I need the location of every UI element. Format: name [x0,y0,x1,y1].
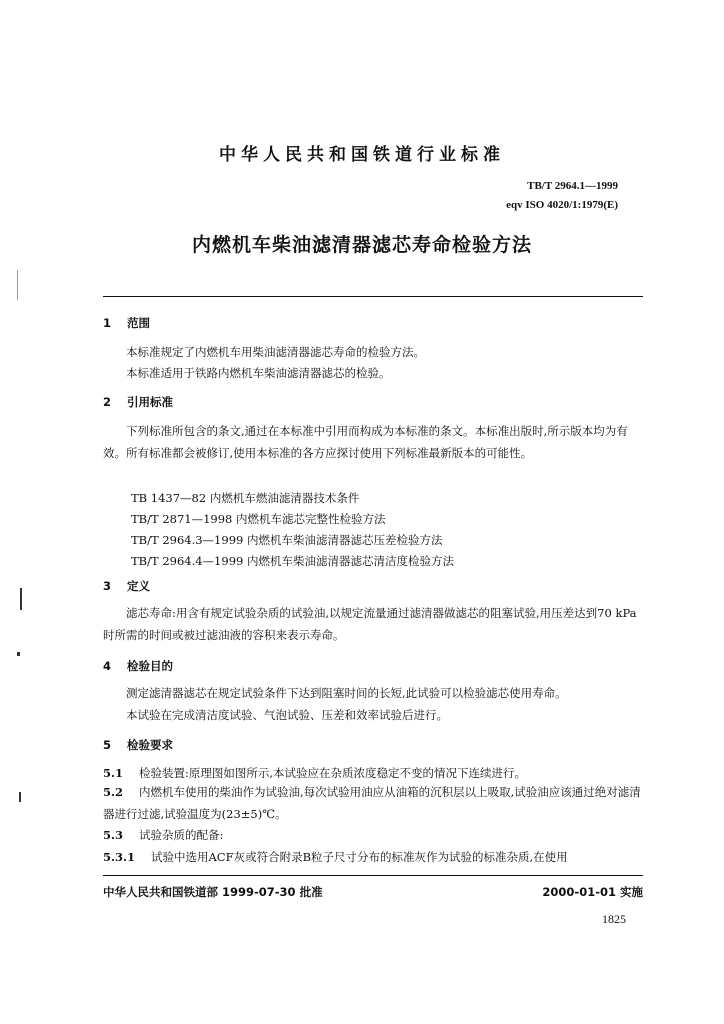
standard-header-title: 中华人民共和国铁道行业标准 [219,145,505,165]
section-2-heading [103,394,173,410]
scan-mark [20,588,22,610]
section-4-paragraph: 测定滤清器滤芯在规定试验条件下达到阻塞时间的长短,此试验可以检验滤芯使用寿命。 [126,686,567,700]
section-3-heading [103,578,150,594]
clause-5-2 [103,781,643,825]
section-number: 3 [103,579,112,593]
standard-code: TB/T 2964.1—1999 [527,180,618,192]
clause-text: 检验装置:原理图如图所示,本试验应在杂质浓度稳定不变的情况下连续进行。 [139,766,527,780]
section-number: 4 [103,659,112,673]
reference-item: TB/T 2964.4—1999 内燃机车柴油滤清器滤芯清洁度检验方法 [131,554,454,568]
clause-number: 5.1 [103,766,124,780]
section-title: 检验要求 [127,738,173,752]
clause-text: 内燃机车使用的柴油作为试验油,每次试验用油应从油箱的沉积层以上吸取,试验油应该通过绝对滤清器进行过滤,试验温度为(23±5)℃。 [103,785,641,821]
clause-text: 试验中选用ACF灰或符合附录B粒子尺寸分布的标准灰作为试验的标准杂质,在使用 [151,850,568,864]
clause-number: 5.3.1 [103,850,136,864]
section-3-paragraph: 滤芯寿命:用含有规定试验杂质的试验油,以规定流量通过滤清器做滤芯的阻塞试验,用压差达到70 kPa时所需的时间或被过滤油液的容积来表示寿命。 [103,606,637,642]
section-5-heading [103,737,173,753]
clause-5-1 [103,765,526,781]
scan-mark [17,652,20,656]
approval-line: 中华人民共和国铁道部 1999-07-30 批准 [103,885,323,899]
equivalent-standard-code: eqv ISO 4020/1:1979(E) [506,199,618,211]
section-4-heading [103,658,173,674]
reference-item: TB/T 2871—1998 内燃机车滤芯完整性检验方法 [131,512,386,526]
section-4-paragraph: 本试验在完成清洁度试验、气泡试验、压差和效率试验后进行。 [126,708,448,722]
clause-5-3 [103,827,223,843]
document-title: 内燃机车柴油滤清器滤芯寿命检验方法 [191,234,532,256]
page-number: 1825 [602,912,626,926]
section-title: 范围 [127,316,150,330]
reference-item: TB/T 2964.3—1999 内燃机车柴油滤清器滤芯压差检验方法 [131,533,443,547]
section-title: 检验目的 [127,659,173,673]
section-title: 定义 [127,579,150,593]
title-divider [103,296,643,297]
clause-5-3-1 [103,849,568,865]
clause-number: 5.3 [103,828,124,842]
section-number: 1 [103,316,112,330]
scan-mark [17,270,18,300]
section-2-paragraph: 下列标准所包含的条文,通过在本标准中引用而构成为本标准的条文。本标准出版时,所示版本均为有效。所有标准都会被修订,使用本标准的各方应探讨使用下列标准最新版本的可能性。 [103,424,628,460]
clause-text: 试验杂质的配备: [139,828,224,842]
scan-mark [19,792,21,802]
section-title: 引用标准 [127,395,173,409]
section-number: 5 [103,738,112,752]
section-1-heading [103,315,150,331]
footer-divider [103,875,643,876]
section-1-paragraph: 本标准规定了内燃机车用柴油滤清器滤芯寿命的检验方法。 [126,345,425,359]
reference-item: TB 1437—82 内燃机车燃油滤清器技术条件 [131,491,360,505]
effective-date: 2000-01-01 实施 [542,885,643,899]
clause-number: 5.2 [103,785,124,799]
section-1-paragraph: 本标准适用于铁路内燃机车柴油滤清器滤芯的检验。 [126,366,391,380]
section-number: 2 [103,395,112,409]
